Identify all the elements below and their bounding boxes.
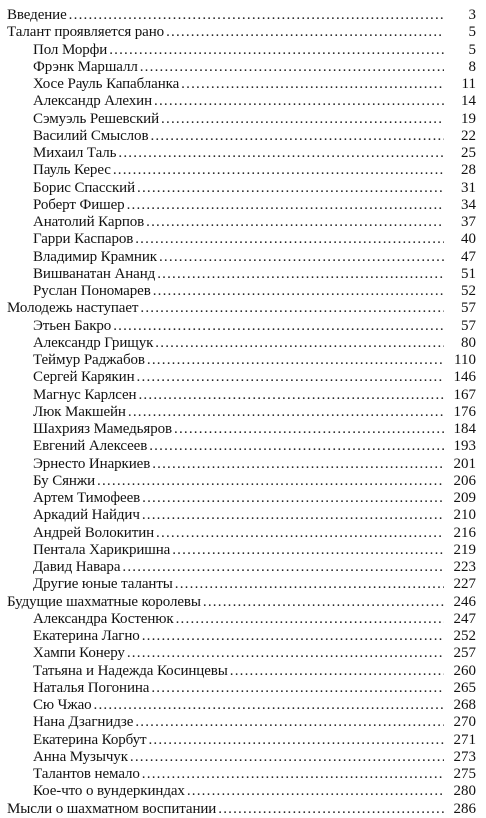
dot-leader [161, 111, 444, 128]
toc-entry-row[interactable] [0, 404, 486, 421]
toc-page-number: 40 [461, 231, 476, 248]
dot-leader [140, 300, 444, 317]
dot-leader [94, 697, 444, 714]
dot-leader [137, 369, 444, 386]
dot-leader [113, 162, 444, 179]
toc-entry-title: Гарри Каспаров [33, 231, 134, 248]
toc-entry-row[interactable] [0, 542, 486, 559]
toc-entry-title: Роберт Фишер [33, 196, 125, 213]
toc-section-row[interactable] [0, 801, 486, 818]
dot-leader [109, 42, 444, 59]
dot-leader [203, 594, 444, 611]
dot-leader [130, 749, 444, 766]
toc-entry-row[interactable] [0, 231, 486, 248]
toc-page-number: 209 [453, 490, 476, 506]
toc-entry-title: Магнус Карлсен [33, 386, 137, 403]
toc-section-row[interactable] [0, 7, 486, 24]
toc-page-number: 227 [453, 576, 476, 593]
toc-entry-row[interactable] [0, 611, 486, 628]
toc-entry-row[interactable] [0, 421, 486, 438]
dot-leader [135, 231, 444, 248]
toc-entry-title: Татьяна и Надежда Косинцевы [33, 662, 228, 679]
toc-page-number: 5 [468, 41, 476, 58]
dot-leader [142, 507, 444, 524]
toc-entry-title: Владимир Крамник [33, 248, 157, 265]
toc-entry-row[interactable] [0, 214, 486, 231]
toc-entry-title: Руслан Пономарев [33, 283, 151, 299]
toc-entry-title: Будущие шахматные королевы [7, 593, 201, 610]
toc-entry-row[interactable] [0, 369, 486, 386]
dot-leader [172, 542, 444, 559]
toc-entry-title: Борис Спасский [33, 179, 135, 196]
dot-leader [97, 473, 444, 490]
dot-leader [159, 249, 444, 266]
toc-entry-row[interactable] [0, 490, 486, 507]
toc-page-number: 268 [453, 697, 476, 713]
dot-leader [118, 145, 444, 162]
dot-leader [153, 283, 444, 300]
toc-page-number: 14 [461, 93, 476, 110]
toc-entry-title: Анна Музычук [33, 748, 128, 765]
toc-section-row[interactable] [0, 24, 486, 41]
toc-page-number: 193 [453, 438, 476, 455]
toc-page-number: 271 [453, 731, 476, 748]
toc-entry-title: Александра Костенюк [33, 610, 174, 627]
toc-entry-title: Другие юные таланты [33, 576, 173, 593]
toc-entry-row[interactable] [0, 456, 486, 473]
dot-leader [128, 404, 444, 421]
toc-entry-title: Пентала Харикришна [33, 541, 171, 558]
toc-page-number: 47 [461, 248, 476, 265]
toc-page-number: 210 [453, 507, 476, 524]
toc-entry-row[interactable] [0, 473, 486, 490]
toc-page-number: 265 [453, 679, 476, 696]
toc-entry-title: Хосе Рауль Капабланка [33, 76, 180, 92]
dot-leader [218, 801, 444, 818]
toc-entry-row[interactable] [0, 42, 486, 59]
toc-page-number: 19 [461, 110, 476, 127]
toc-entry-title: Александр Грищук [33, 334, 154, 351]
dot-leader [137, 180, 444, 197]
dot-leader [69, 7, 444, 24]
dot-leader [166, 24, 444, 41]
toc-page-number: 167 [453, 386, 476, 403]
toc-page-number: 223 [453, 559, 476, 575]
toc-page-number: 252 [453, 628, 476, 644]
dot-leader [156, 525, 444, 542]
dot-leader [174, 421, 444, 438]
toc-page-number: 57 [461, 317, 476, 334]
toc-entry-row[interactable] [0, 387, 486, 404]
dot-leader [142, 628, 444, 645]
toc-entry-row[interactable] [0, 714, 486, 731]
toc-entry-title: Михаил Таль [33, 145, 117, 161]
dot-leader [135, 714, 444, 731]
toc-page-number: 146 [453, 369, 476, 386]
toc-page-number: 201 [453, 455, 476, 472]
toc-page-number: 31 [461, 179, 476, 196]
toc-page-number: 11 [461, 76, 476, 92]
toc-entry-title: Шахрияз Мамедьяров [33, 421, 172, 437]
toc-entry-row[interactable] [0, 318, 486, 335]
dot-leader [140, 59, 444, 76]
dot-leader [146, 214, 444, 231]
dot-leader [154, 93, 444, 110]
toc-entry-title: Екатерина Корбут [33, 731, 147, 748]
toc-entry-row[interactable] [0, 162, 486, 179]
toc-entry-row[interactable] [0, 283, 486, 300]
toc-page-number: 216 [453, 524, 476, 541]
toc-entry-title: Екатерина Лагно [33, 628, 140, 644]
dot-leader [230, 663, 444, 680]
toc-entry-row[interactable] [0, 663, 486, 680]
toc-section-row[interactable] [0, 300, 486, 317]
toc-entry-row[interactable] [0, 628, 486, 645]
dot-leader [181, 76, 444, 93]
toc-entry-title: Эрнесто Инаркиев [33, 455, 151, 472]
toc-entry-title: Мысли о шахматном воспитании [7, 800, 217, 817]
toc-page-number: 273 [453, 748, 476, 765]
toc-entry-title: Наталья Погонина [33, 679, 150, 696]
toc-entry-row[interactable] [0, 783, 486, 800]
dot-leader [155, 335, 444, 352]
toc-entry-row[interactable] [0, 732, 486, 749]
table-of-contents [0, 7, 486, 818]
dot-leader [142, 490, 444, 507]
dot-leader [157, 266, 444, 283]
toc-page-number: 110 [454, 352, 476, 368]
toc-entry-title: Андрей Волокитин [33, 524, 155, 541]
toc-page-number: 275 [453, 766, 476, 782]
dot-leader [175, 576, 444, 593]
toc-entry-row[interactable] [0, 525, 486, 542]
dot-leader [113, 318, 444, 335]
toc-entry-row[interactable] [0, 249, 486, 266]
toc-entry-row[interactable] [0, 576, 486, 593]
toc-entry-title: Сю Чжао [33, 697, 92, 713]
toc-entry-title: Пол Морфи [33, 41, 108, 58]
toc-entry-row[interactable] [0, 559, 486, 576]
toc-page-number: 184 [453, 421, 476, 437]
toc-entry-title: Пауль Керес [33, 162, 111, 179]
toc-entry-row[interactable] [0, 766, 486, 783]
toc-page-number: 28 [461, 162, 476, 179]
toc-entry-title: Молодежь наступает [7, 300, 139, 317]
toc-page-number: 270 [453, 714, 476, 731]
toc-entry-row[interactable] [0, 438, 486, 455]
toc-entry-row[interactable] [0, 645, 486, 662]
toc-entry-row[interactable] [0, 335, 486, 352]
dot-leader [151, 680, 444, 697]
toc-entry-title: Александр Алехин [33, 93, 153, 110]
toc-page-number: 57 [461, 300, 476, 317]
dot-leader [122, 559, 444, 576]
toc-entry-title: Сергей Карякин [33, 369, 135, 386]
dot-leader [176, 611, 444, 628]
toc-entry-title: Евгений Алексеев [33, 438, 148, 455]
toc-page-number: 219 [453, 541, 476, 558]
dot-leader [142, 766, 444, 783]
toc-entry-title: Фрэнк Маршалл [33, 58, 138, 75]
toc-entry-row[interactable] [0, 507, 486, 524]
dot-leader [127, 197, 444, 214]
toc-entry-row[interactable] [0, 197, 486, 214]
toc-entry-row[interactable] [0, 352, 486, 369]
toc-entry-title: Сэмуэль Решевский [33, 110, 160, 127]
toc-entry-title: Теймур Раджабов [33, 352, 145, 368]
dot-leader [148, 732, 444, 749]
toc-page-number: 37 [461, 214, 476, 230]
toc-page-number: 280 [453, 783, 476, 800]
toc-entry-title: Нана Дзагнидзе [33, 714, 134, 731]
toc-entry-row[interactable] [0, 180, 486, 197]
toc-entry-title: Анатолий Карпов [33, 214, 145, 230]
toc-entry-title: Кое-что о вундеркиндах [33, 783, 185, 800]
toc-entry-row[interactable] [0, 697, 486, 714]
toc-entry-row[interactable] [0, 128, 486, 145]
toc-entry-row[interactable] [0, 749, 486, 766]
dot-leader [138, 387, 444, 404]
toc-entry-row[interactable] [0, 59, 486, 76]
toc-entry-row[interactable] [0, 111, 486, 128]
toc-page-number: 247 [453, 610, 476, 627]
toc-page-number: 51 [461, 265, 476, 282]
toc-page-number: 34 [461, 196, 476, 213]
dot-leader [187, 783, 444, 800]
toc-entry-title: Введение [7, 7, 67, 23]
toc-page-number: 176 [453, 403, 476, 420]
dot-leader [152, 456, 444, 473]
toc-section-row[interactable] [0, 594, 486, 611]
toc-entry-title: Люк Макшейн [33, 403, 126, 420]
toc-page-number: 257 [453, 645, 476, 662]
toc-entry-row[interactable] [0, 76, 486, 93]
toc-entry-title: Вишванатан Ананд [33, 265, 156, 282]
toc-page-number: 286 [453, 800, 476, 817]
toc-entry-title: Аркадий Найдич [33, 507, 140, 524]
toc-page-number: 80 [461, 334, 476, 351]
toc-entry-title: Талантов немало [33, 766, 140, 782]
toc-entry-row[interactable] [0, 145, 486, 162]
toc-entry-title: Талант проявляется рано [7, 24, 165, 41]
toc-entry-row[interactable] [0, 93, 486, 110]
toc-entry-row[interactable] [0, 266, 486, 283]
toc-entry-title: Бу Сянжи [33, 472, 96, 489]
dot-leader [150, 128, 444, 145]
dot-leader [149, 438, 444, 455]
dot-leader [147, 352, 444, 369]
toc-entry-title: Давид Навара [33, 559, 121, 575]
toc-page-number: 5 [468, 24, 476, 41]
toc-page-number: 8 [468, 58, 476, 75]
toc-page-number: 22 [461, 127, 476, 144]
toc-entry-title: Артем Тимофеев [33, 490, 141, 506]
toc-page-number: 206 [453, 472, 476, 489]
toc-page-number: 260 [453, 662, 476, 679]
dot-leader [127, 645, 444, 662]
toc-page-number: 246 [453, 593, 476, 610]
toc-entry-title: Василий Смыслов [33, 127, 149, 144]
toc-page-number: 52 [461, 283, 476, 299]
toc-page-number: 3 [468, 7, 476, 23]
toc-entry-title: Этьен Бакро [33, 317, 112, 334]
toc-page-number: 25 [461, 145, 476, 161]
toc-entry-title: Хампи Конеру [33, 645, 125, 662]
toc-entry-row[interactable] [0, 680, 486, 697]
